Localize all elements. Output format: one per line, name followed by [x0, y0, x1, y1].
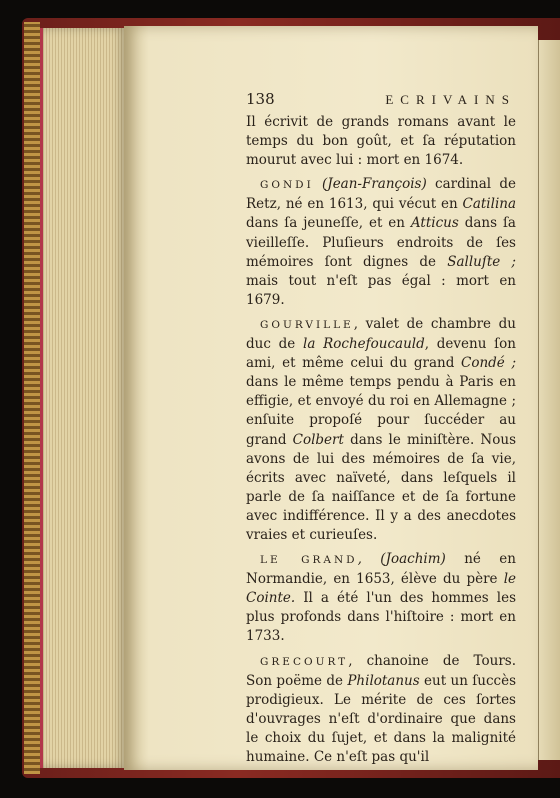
entry-italic: le Cointe. — [246, 571, 516, 607]
entry-text: dans le miniſtère. Nous avons de lui des mémoires de ſa vie, écrits avec naïveté, dans leſquels il parle de ſa naiſſance et de ſa fortune avec indifférence. Il y a des anecdotes vraies et curieuſes. — [246, 431, 516, 543]
entry-given-name: (Jean-François) — [322, 176, 427, 193]
entry-gourville — [246, 315, 516, 545]
entry-text: dans ſa vieilleſſe. Pluſieurs endroits de ſes mémoires ſont dignes de — [246, 215, 516, 270]
entry-given-name: , (Joachim) — [357, 551, 446, 568]
entry-grecourt — [246, 652, 516, 768]
page-text — [246, 90, 516, 772]
entry-legrand — [246, 550, 516, 646]
facing-page-edge — [538, 40, 560, 760]
page-block-edge — [40, 28, 127, 768]
entry-text: Il a été l'un des hommes les plus profonds dans l'hiſtoire : mort en 1733. — [246, 590, 516, 645]
entry-name: GRECOURT — [260, 655, 349, 668]
entry-name: LE GRAND — [260, 554, 358, 567]
entry-text: dans le même temps pendu à Paris en effigie, et envoyé du roi en Allemagne ; enſuite propoſé pour ſuccéder au grand — [246, 374, 516, 448]
entry-italic: Colbert — [292, 431, 344, 448]
entry-name: GOURVILLE — [260, 318, 354, 331]
entry-paragraph — [246, 175, 516, 310]
entry-italic: Salluſte ; — [447, 253, 516, 270]
entry-gondi — [246, 175, 516, 310]
entry-body: Il écrivit de grands romans avant le temps du bon goût, et ſa réputation mourut avec lui : mort en 1674. — [246, 114, 516, 169]
gilt-edge — [24, 22, 40, 774]
entry-continuation — [246, 113, 516, 170]
entry-text: né en Normandie, en 1653, élève du père — [246, 551, 516, 588]
entry-text: eut un ſuccès prodigieux. Le mérite de ces ſortes d'ouvrages n'eſt d'ordinaire que dans le choix du ſujet, et dans la malignité humaine. Ce n'eſt pas qu'il — [246, 672, 517, 765]
entry-paragraph — [246, 315, 516, 545]
entry-italic: Catilina — [462, 196, 516, 213]
entry-italic: Atticus — [410, 215, 459, 232]
entry-text: cardinal de Retz, né en 1613, qui vécut en — [246, 176, 516, 213]
entry-text: , chanoine de Tours. Son poëme de — [246, 652, 516, 689]
entry-text: , valet de chambre du duc de — [246, 315, 516, 353]
page-number: 138 — [246, 90, 275, 108]
entry-paragraph — [246, 652, 516, 768]
entry-italic: Philotanus — [347, 672, 420, 689]
running-head: ECRIVAINS — [385, 92, 516, 107]
entry-paragraph — [246, 550, 516, 646]
entry-name: GONDI — [260, 179, 314, 192]
entry-italic: la Rochefoucauld — [303, 336, 425, 353]
entry-text: , devenu ſon ami, et même celui du grand — [246, 336, 516, 372]
entry-italic: Condé ; — [461, 355, 516, 372]
page-header — [246, 90, 516, 109]
entry-text: mais tout n'eſt pas égal : mort en 1679. — [246, 272, 516, 308]
entry-text: dans ſa jeuneſſe, et en — [246, 215, 411, 232]
